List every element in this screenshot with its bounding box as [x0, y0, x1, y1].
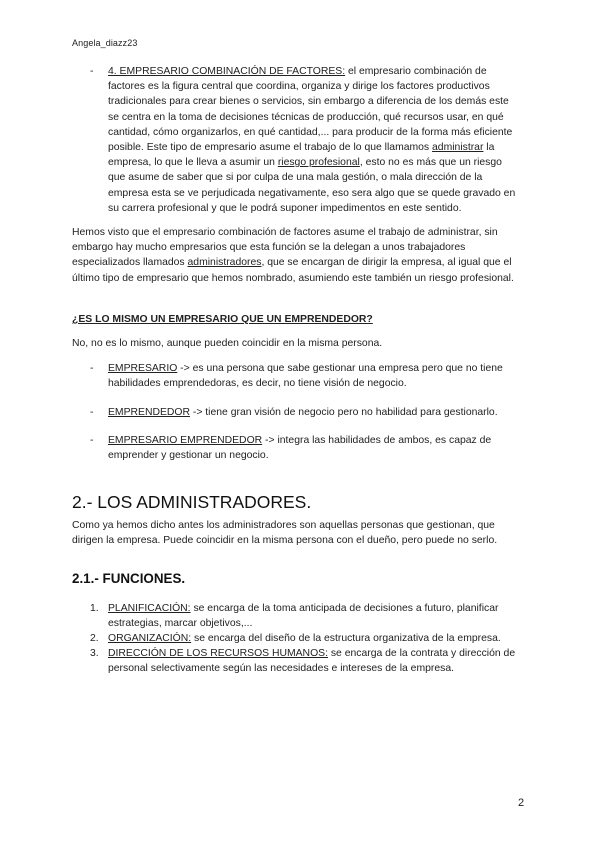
term-administradores: administradores	[187, 257, 262, 269]
entrepreneur-types-list	[72, 64, 528, 216]
entrepreneur-comparison-list	[72, 361, 528, 463]
paragraph-administradores: Como ya hemos dicho antes los administradores son aquellas personas que gestionan, que dirigen la empresa. Puede coincidir en la misma persona con el dueño, pero puede no serlo.	[72, 520, 498, 547]
item-label: 4. EMPRESARIO COMBINACIÓN DE FACTORES:	[108, 66, 346, 77]
item-term: EMPRENDEDOR	[108, 406, 190, 418]
header-author: Angela_diazz23	[72, 38, 138, 48]
list-item-organizacion	[72, 631, 528, 646]
item-text: el empresario combinación de factores es la figura central que coordina, organiza y dirige los factores productivos tradicionales para crear bienes o servicios, sin embargo a diferencia de los demás este se centra en la toma de decisiones técnicas de producción, qué recursos usar, en qué cantidad, cómo organizarlos, en qué cantidad,... para producir de la forma más eficiente posible. Este tipo de empresario asume el trabajo de lo que llamamos	[108, 66, 513, 154]
term-administrar: administrar	[432, 142, 484, 154]
item-text: , esto no es más que un riesgo que asume de saber que si por culpa de una mala gestión, o mala dirección de la empresa esta se ve perjudicada negativamente, eso sera algo que se quede gravado en su carrera profesional y que le podrá suponer impedimentos en este sentido.	[108, 157, 516, 214]
question-answer: No, no es lo mismo, aunque pueden coincidir en la misma persona.	[72, 338, 383, 350]
item-term: EMPRESARIO	[108, 363, 178, 375]
item-text: se encarga de la toma anticipada de decisiones a futuro, planificar estrategias, marcar objetivos,...	[108, 602, 499, 629]
list-item-combination-factors	[72, 64, 528, 216]
item-text: la empresa, lo que le lleva a asumir un	[108, 142, 495, 169]
item-number: 3.	[90, 648, 99, 660]
term-riesgo-profesional: riesgo profesional	[277, 157, 360, 169]
item-number: 2.	[90, 633, 99, 645]
functions-list	[72, 601, 528, 677]
item-term: EMPRESARIO EMPRENDEDOR	[108, 434, 263, 446]
question-heading: ¿ES LO MISMO UN EMPRESARIO QUE UN EMPRENDEDOR?	[72, 313, 373, 325]
page-content	[72, 64, 528, 677]
list-item-direccion-rrhh	[72, 646, 528, 676]
list-item-planificacion	[72, 601, 528, 631]
item-term: PLANIFICACIÓN:	[108, 602, 191, 614]
paragraph-administrators-intro	[72, 225, 528, 286]
paragraph-text: Hemos visto que el empresario combinación de factores asume el trabajo de administrar, sin embargo hay mucho empresarios que esta función se la delegan a unos trabajadores especializados llamados	[72, 227, 498, 269]
item-text: se encarga del diseño de la estructura organizativa de la empresa.	[191, 633, 501, 645]
paragraph-text: , que se encargan de dirigir la empresa, al igual que el último tipo de empresario que hemos nombrado, asumiendo este también un riesgo profesional.	[72, 257, 514, 284]
list-item-empresario-emprendedor	[72, 433, 528, 463]
section-title-administradores: 2.- LOS ADMINISTRADORES.	[72, 492, 312, 513]
item-text: -> tiene gran visión de negocio pero no habilidad para gestionarlo.	[189, 406, 498, 418]
item-term: ORGANIZACIÓN:	[108, 633, 192, 645]
page-number: 2	[518, 797, 525, 809]
item-text: -> es una persona que sabe gestionar una empresa pero que no tiene habilidades emprendedoras, es decir, no tiene visión de negocio.	[108, 363, 503, 390]
list-item-empresario	[72, 361, 528, 391]
subsection-title-funciones: 2.1.- FUNCIONES.	[72, 570, 186, 586]
item-text: se encarga de la contrata y dirección de personal selectivamente según las necesidades e intereses de la empresa.	[108, 648, 516, 675]
item-term: DIRECCIÓN DE LOS RECURSOS HUMANOS:	[108, 648, 328, 660]
list-item-emprendedor	[72, 405, 528, 420]
item-text: -> integra las habilidades de ambos, es capaz de emprender y gestionar un negocio.	[108, 434, 492, 462]
item-number: 1.	[90, 602, 99, 614]
